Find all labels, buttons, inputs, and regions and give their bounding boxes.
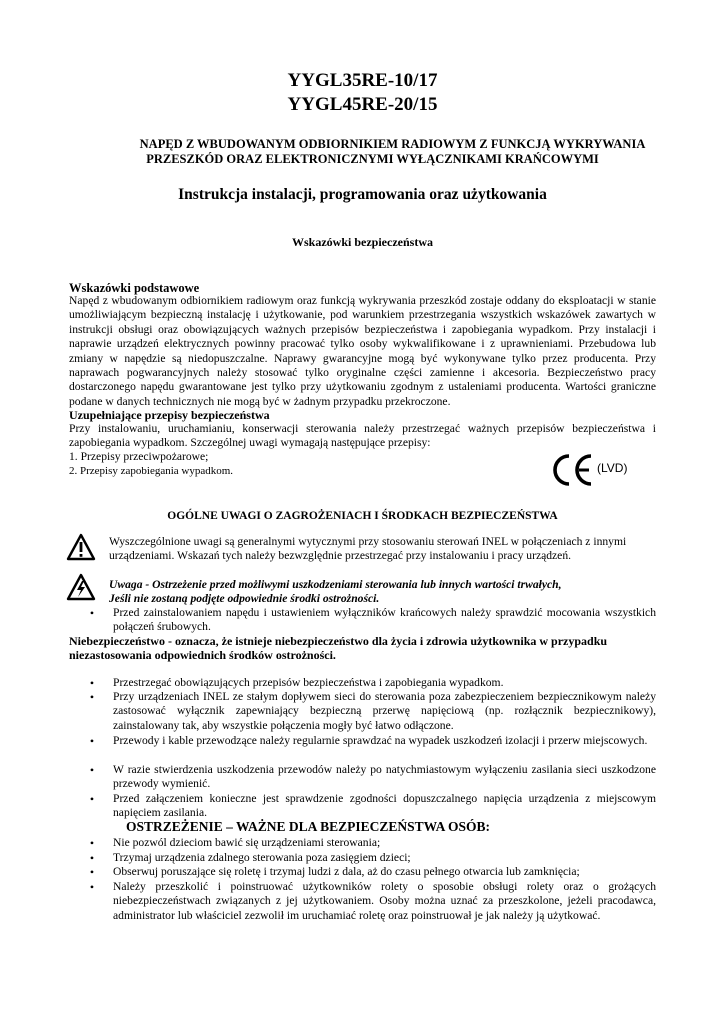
danger-note: Niebezpieczeństwo - oznacza, że istnieje niebezpieczeństwo dla życia i zdrowia użytkownika w przypadku niezastosowania odpowiednich środków ostrożności. [69,634,608,663]
bullet-dot-icon: • [89,836,95,850]
bullet-dot-icon: • [89,763,95,777]
bullet-dot-icon: • [89,734,95,748]
product-subtitle-1: NAPĘD Z WBUDOWANYM ODBIORNIKIEM RADIOWYM Z FUNKCJĄ WYKRYWANIA [139,137,646,151]
model-title-2: YYGL45RE-20/15 [287,94,438,115]
safety-bullet: W razie stwierdzenia uszkodzenia przewodów należy po natychmiastowym wyłączeniu zasilania sieci uszkodzone przewody wymienić. [113,763,656,791]
bullet-dot-icon: • [89,676,95,690]
product-subtitle-2: PRZESZKÓD ORAZ ELEKTRONICZNYMI WYŁĄCZNIKAMI KRAŃCOWYMI [146,152,599,166]
ce-mark-icon [549,453,595,487]
warning-triangle-icon [66,533,96,561]
supplementary-text: Przy instalowaniu, uruchamianiu, konserwacji sterowania należy przestrzegać ważnych przepisów bezpieczeństwa i zapobiegania wypadkom. Szczególnej uwagi wymagają następujące przepisy: [69,422,656,450]
caution-line-2: Jeśli nie zostaną podjęte odpowiednie środki ostrożności. [109,592,380,605]
safety-bullet: Przewody i kable przewodzące należy regularnie sprawdzać na wypadek uszkodzeń izolacji i przerw miejscowych. [113,734,648,747]
general-warning-text: Wyszczególnione uwagi są generalnymi wytycznymi przy stosowaniu sterowań INEL w połączeniach z innymi urządzeniami. Wskazań tych należy bezwzględnie przestrzegać przy instalowaniu i pracy urządzeń. [109,535,627,563]
warning-bullet: Obserwuj poruszające się roletę i trzymaj ludzi z dala, aż do czasu pełnego otwarcia lub zamknięcia; [113,865,580,878]
safety-bullet: Przed załączeniem konieczne jest sprawdzenie zgodności dopuszczalnego napięcia urządzenia z miejscowym napięciem zasilania. [113,792,656,820]
lvd-label: (LVD) [597,461,628,475]
bullet-dot-icon: • [89,792,95,806]
check-bullet: Przed zainstalowaniem napędu i ustawieniem wyłączników krańcowych należy sprawdzić mocowania wszystkich połączeń śrubowych. [113,606,656,634]
document-title: Instrukcja instalacji, programowania oraz użytkowania [178,186,547,203]
safety-bullet: Przestrzegać obowiązujących przepisów bezpieczeństwa i zapobiegania wypadkom. [113,676,504,689]
warning-bullet: Nie pozwól dzieciom bawić się urządzeniami sterowania; [113,836,381,849]
regulation-item-1: 1. Przepisy przeciwpożarowe; [69,450,209,463]
bullet-dot-icon: • [89,851,95,865]
section-title: Wskazówki bezpieczeństwa [292,235,433,249]
safety-bullet: Przy urządzeniach INEL ze stałym dopływem sieci do sterowania poza zabezpieczeniem bezpiecznikowym należy zastosować wyłącznik zapewniający bezpieczną przerwę napięciową (np. rozłącznik bezpiecznikowy), zainstalowany tak, aby wszystkie połączenia mogły być łatwo odłączone. [113,690,656,732]
warning-bullet: Trzymaj urządzenia zdalnego sterowania poza zasięgiem dzieci; [113,851,411,864]
general-heading: OGÓLNE UWAGI O ZAGROŻENIACH I ŚRODKACH BEZPIECZEŃSTWA [167,510,558,522]
regulation-item-2: 2. Przepisy zapobiegania wypadkom. [69,465,234,477]
basic-heading: Wskazówki podstawowe [69,281,200,295]
electric-hazard-icon [66,573,96,601]
warning-heading: OSTRZEŻENIE – WAŻNE DLA BEZPIECZEŃSTWA OSÓB: [126,819,490,834]
warning-bullet: Należy przeszkolić i poinstruować użytkowników rolety o sposobie obsługi rolety oraz o grożących niebezpieczeństwach związanych z jej użytkowaniem. Osoby można uznać za przeszkolone, jeżeli pracodawca, administrator lub właściciel zezwolił im uruchamiać roletę oraz poinstruował je jak należy ją użytkować. [113,880,656,922]
supplementary-heading: Uzupełniające przepisy bezpieczeństwa [69,408,270,422]
caution-line-1: Uwaga - Ostrzeżenie przed możliwymi uszkodzeniami sterowania lub innych wartości trwałych, [109,578,562,591]
basic-text: Napęd z wbudowanym odbiornikiem radiowym oraz funkcją wykrywania przeszkód zostaje oddany do eksploatacji w stanie umożliwiającym bezpieczną instalację i użytkowanie, pod warunkiem przestrzegania wszystkich wskazówek zawartych w instrukcji obsługi oraz obowiązujących ważnych przepisów bezpieczeństwa i zapobiegania wypadkom. Przy instalacji i naprawie urządzeń elektrycznych powinny pracować tylko osoby wykwalifikowane i z uprawnieniami. Przebudowa lub zmiany w napędzie są niedopuszczalne. Naprawy gwarancyjne mogą być wykonywane tylko przez producenta. Przy naprawach pogwarancyjnych należy stosować tylko oryginalne części zamienne i akcesoria. Bezpieczeństwo pracy dostarczonego napędu gwarantowane jest tylko przy użytkowaniu zgodnym z ustaleniami producenta. Wartości graniczne podane w danych technicznych nie mogą być w żadnym przypadku przekroczone. [69,294,656,408]
bullet-dot-icon: • [89,606,95,620]
model-title-1: YYGL35RE-10/17 [287,70,438,91]
bullet-dot-icon: • [89,865,95,879]
bullet-dot-icon: • [89,690,95,704]
bullet-dot-icon: • [89,880,95,894]
